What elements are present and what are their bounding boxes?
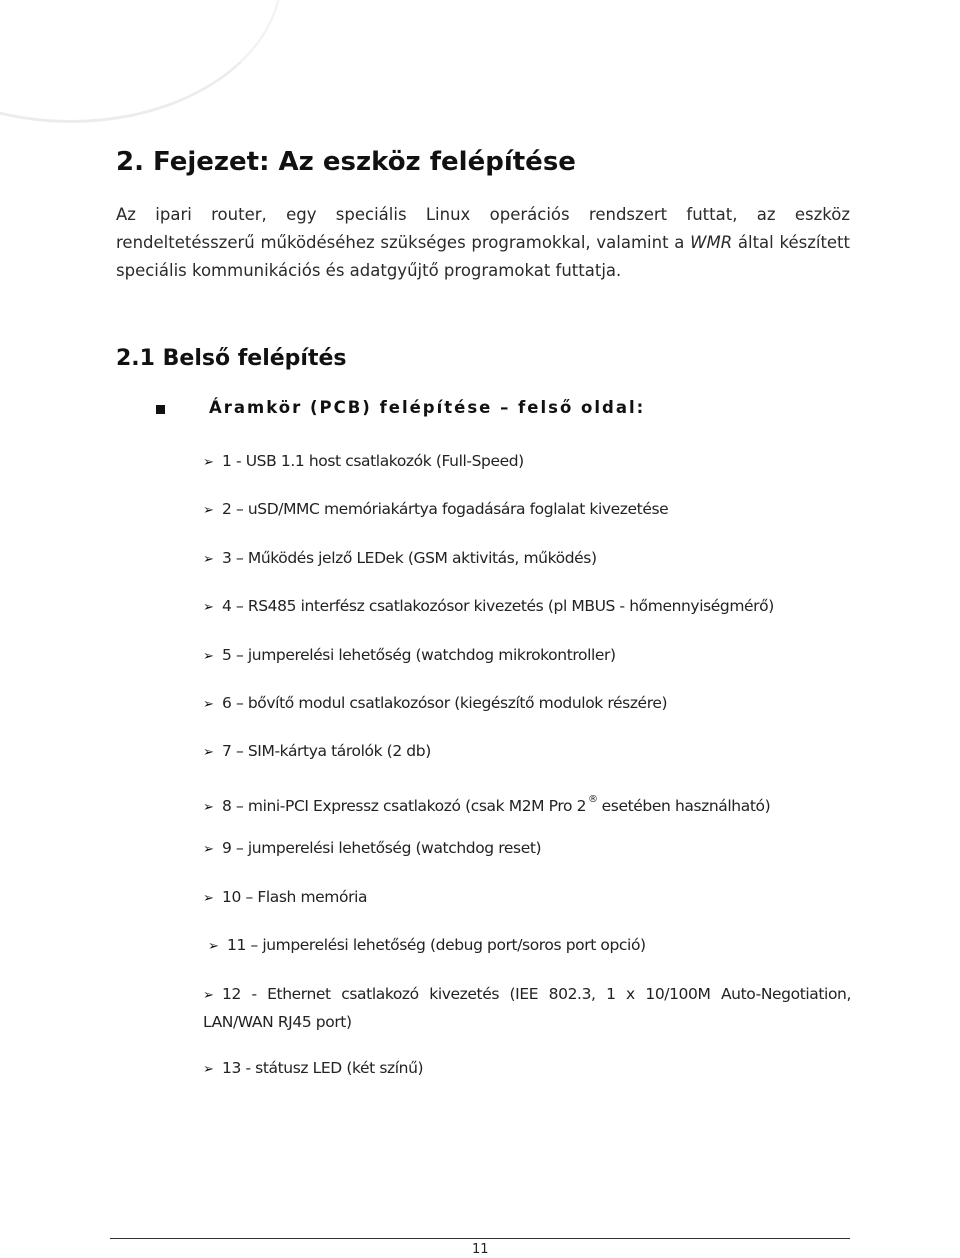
square-bullet-icon	[156, 405, 165, 414]
subsection-title: Áramkör (PCB) felépítése – felső oldal:	[209, 398, 646, 417]
list-item-text: 3 – Működés jelző LEDek (GSM aktivitás, működés)	[222, 549, 597, 567]
decorative-corner-arc	[0, 0, 282, 123]
list-item	[203, 545, 597, 573]
arrow-bullet-icon: ➢	[203, 455, 214, 470]
arrow-bullet-icon: ➢	[203, 503, 214, 518]
arrow-bullet-icon: ➢	[203, 800, 214, 815]
list-item	[203, 981, 851, 1035]
list-item-text: 5 – jumperelési lehetőség (watchdog mikrokontroller)	[222, 646, 616, 664]
list-item	[203, 787, 770, 821]
list-item-text: 2 – uSD/MMC memóriakártya fogadására foglalat kivezetése	[222, 500, 669, 518]
list-item-text: 13 - státusz LED (két színű)	[222, 1059, 424, 1077]
list-item	[203, 1055, 423, 1083]
list-item-text-line2: LAN/WAN RJ45 port)	[203, 1013, 352, 1031]
footer-divider	[110, 1238, 850, 1239]
intro-emphasis: WMR	[690, 233, 733, 252]
arrow-bullet-icon: ➢	[203, 697, 214, 712]
chapter-title: 2. Fejezet: Az eszköz felépítése	[116, 147, 576, 177]
list-item-text: 9 – jumperelési lehetőség (watchdog reset)	[222, 839, 542, 857]
intro-text-part2: által készített speciális kommunikációs és adatgyűjtő programokat futtatja.	[116, 233, 850, 280]
arrow-bullet-icon: ➢	[203, 552, 214, 567]
arrow-bullet-icon: ➢	[203, 891, 214, 906]
list-item	[203, 496, 668, 524]
list-item-text-after: esetében használható)	[601, 797, 771, 815]
list-item	[203, 448, 524, 476]
list-item	[203, 642, 616, 670]
arrow-bullet-icon: ➢	[203, 1062, 214, 1077]
arrow-bullet-icon: ➢	[203, 842, 214, 857]
intro-paragraph	[116, 201, 850, 285]
list-item	[203, 835, 541, 863]
list-item	[203, 593, 774, 621]
list-item	[203, 738, 431, 766]
list-item-text: 11 – jumperelési lehetőség (debug port/soros port opció)	[227, 936, 646, 954]
list-item-text: 7 – SIM-kártya tárolók (2 db)	[222, 742, 431, 760]
list-item	[208, 932, 646, 960]
registered-mark: ®	[588, 794, 598, 805]
list-item-text: 1 - USB 1.1 host csatlakozók (Full-Speed)	[222, 452, 524, 470]
page-number: 11	[472, 1242, 489, 1257]
arrow-bullet-icon: ➢	[203, 600, 214, 615]
arrow-bullet-icon: ➢	[203, 649, 214, 664]
list-item	[203, 690, 667, 718]
list-item-text: 4 – RS485 interfész csatlakozósor kivezetés (pl MBUS - hőmennyiségmérő)	[222, 597, 774, 615]
list-item	[203, 884, 367, 912]
intro-text-part1: Az ipari router, egy speciális Linux operációs rendszert futtat, az eszköz rendeltetésszerű működéséhez szükséges programokkal, valamint a	[116, 205, 850, 252]
list-item-text: 8 – mini-PCI Expressz csatlakozó (csak M2M Pro 2	[222, 797, 587, 815]
list-item-text: 12 - Ethernet csatlakozó kivezetés (IEE 802.3, 1 x 10/100M Auto-Negotiation,	[222, 985, 851, 1003]
section-title: 2.1 Belső felépítés	[116, 346, 347, 371]
list-item-text: 6 – bővítő modul csatlakozósor (kiegészítő modulok részére)	[222, 694, 668, 712]
arrow-bullet-icon: ➢	[208, 939, 219, 954]
arrow-bullet-icon: ➢	[203, 745, 214, 760]
arrow-bullet-icon: ➢	[203, 988, 214, 1003]
list-item-text: 10 – Flash memória	[222, 888, 368, 906]
